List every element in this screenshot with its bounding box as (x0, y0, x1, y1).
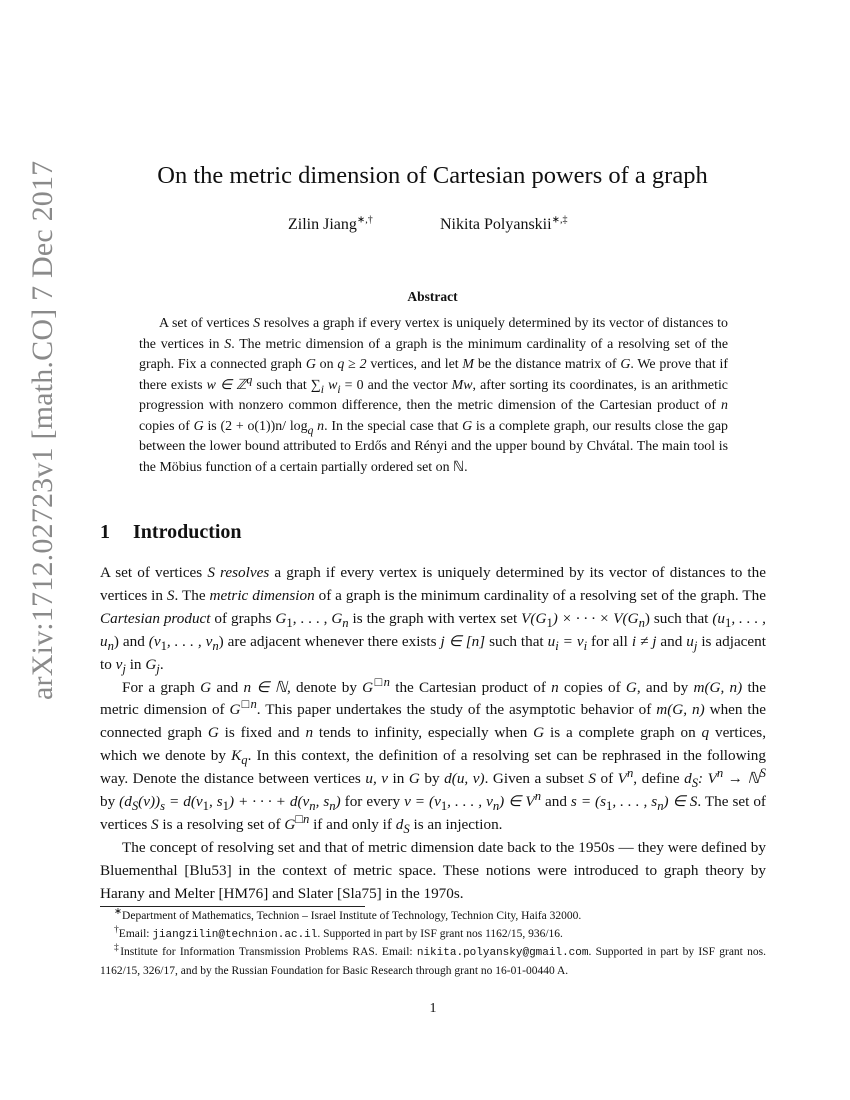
section-number: 1 (100, 521, 110, 543)
author-name: Nikita Polyanskii (440, 216, 552, 233)
author-name: Zilin Jiang (288, 216, 357, 233)
section-body (100, 562, 766, 906)
author-2 (440, 216, 567, 234)
abstract-text: A set of vertices S resolves a graph if every vertex is uniquely determined by its vector of distances to the vertices in S. The metric dimension of a graph is the minimum cardinality of a resolving set of the graph. Fix a connected graph G on q ≥ 2 vertices, and let M be the distance matrix of G. We prove that if there exists w ∈ ℤ$^q$ such that $\sum_i$ $w_i = 0$ and the vector Mw, after sorting its coordinates, is an arithmetic progression with nonzero common difference, then the metric dimension of the Cartesian product of n copies of G is (2 + o(1))n/ $\log_q n$. In the special case that G is a complete graph, our results close the gap between the lower bound attributed to Erdős and Rényi and the upper bound by Chvátal. The main tool is the Möbius function of a certain partially ordered set on ℕ. (139, 316, 729, 475)
author-affiliation-marks: ∗,‡ (551, 214, 568, 226)
footnote-author-2: ‡Institute for Information Transmission Problems RAS. Email: nikita.polyansky@gmail.com. Supported in part by ISF grant nos. 1162/15, 326/17, and by the Russian Foundation for Basic Research through grant no 16-01-00440 A. (100, 942, 766, 977)
footnote-rule (100, 906, 365, 907)
footnotes (100, 908, 766, 980)
author-affiliation-marks: ∗,† (356, 214, 373, 226)
section-heading (100, 521, 242, 544)
paper-title: On the metric dimension of Cartesian powers of a graph (157, 162, 708, 189)
page-number: 1 (429, 1001, 437, 1016)
section-title: Introduction (133, 521, 242, 543)
email-link[interactable]: nikita.polyansky@gmail.com (416, 947, 589, 959)
footnote-affiliation: ∗Department of Mathematics, Technion – Israel Institute of Technology, Technion City, Haifa 32000. (114, 906, 582, 922)
paragraph-1: A set of vertices S resolves a graph if every vertex is uniquely determined by its vector of distances to the vertices in S. The metric dimension of a graph is the minimum cardinality of a resolving set of the graph. The Cartesian product of graphs $G_1$, . . . , $G_n$ is the graph with vertex set $V(G_1)$ × · · · × $V(G_n)$ such that ($u_1$, . . . , $u_n$) and ($v_1$, . . . , $v_n$) are adjacent whenever there exists j ∈ [n] such that $u_i = v_i$ for all i ≠ j and $u_j$ is adjacent to $v_j$ in $G_j$. (100, 564, 766, 676)
paragraph-3: The concept of resolving set and that of metric dimension date back to the 1950s — they were defined by Bluementhal [Blu53] in the context of metric space. These notions were introduced to graph theory by Harany and Melter [HM76] and Slater [Sla75] in the 1970s. (100, 838, 766, 902)
paragraph-2: For a graph G and n ∈ ℕ, denote by $G^{□n}$ the Cartesian product of n copies of G, and by m(G, n) the metric dimension of $G^{□n}$. This paper undertakes the study of the asymptotic behavior of m(G, n) when the connected graph G is fixed and n tends to infinity, especially when G is a complete graph on q vertices, which we denote by $K_q$. In this context, the definition of a resolving set can be rephrased in the following way. Denote the distance between vertices u, v in G by d(u, v). Given a subset S of $V^n$, define $d_S$: $V^n$ → ℕ$^S$ by $(d_S(v))_s = d(v_1$, $s_1$) + · · · + $d(v_n$, $s_n$) for every $v = (v_1$, . . . , $v_n$) ∈ $V^n$ and $s = (s_1$, . . . , $s_n$) ∈ S. The set of vertices S is a resolving set of $G^{□n}$ if and only if $d_S$ is an injection. (100, 674, 766, 836)
abstract-heading: Abstract (407, 289, 458, 304)
author-1 (288, 216, 373, 234)
author-list (100, 216, 765, 240)
email-link[interactable]: jiangzilin@technion.ac.il (152, 928, 318, 941)
footnote-author-1: †Email: jiangzilin@technion.ac.il. Supported in part by ISF grant nos 1162/15, 936/16. (114, 923, 563, 941)
arxiv-stamp (18, 40, 62, 740)
arxiv-stamp-text: arXiv:1712.02723v1 [math.CO] 7 Dec 2017 (26, 160, 59, 700)
